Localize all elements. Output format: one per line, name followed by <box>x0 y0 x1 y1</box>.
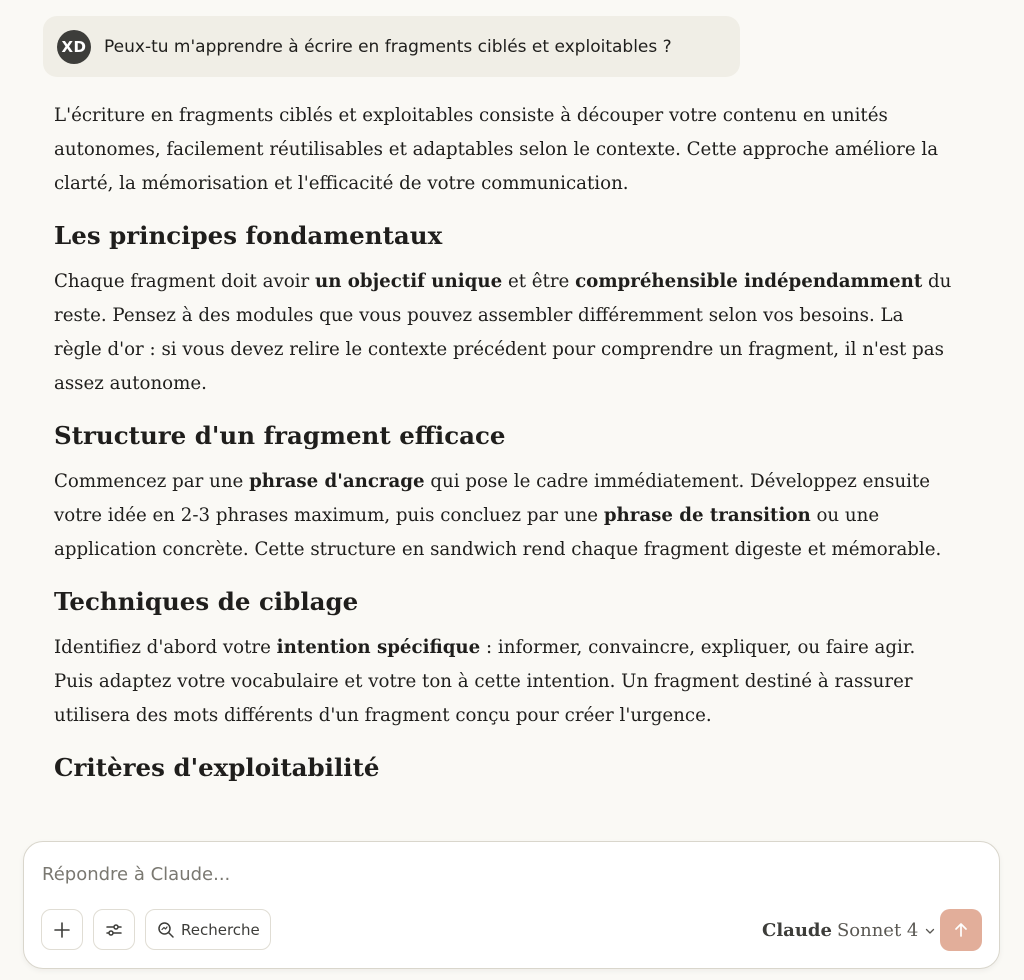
arrow-up-icon <box>952 921 970 939</box>
model-name: Claude <box>762 920 832 941</box>
research-button[interactable] <box>145 909 271 950</box>
assistant-response <box>54 99 954 785</box>
send-button[interactable] <box>940 909 982 951</box>
tools-settings-button[interactable] <box>93 909 135 950</box>
chevron-down-icon <box>924 925 936 937</box>
reply-input[interactable]: Répondre à Claude... <box>42 864 231 885</box>
user-avatar[interactable]: XD <box>57 30 91 64</box>
section-heading: Techniques de ciblage <box>54 587 359 616</box>
model-variant: Sonnet 4 <box>836 920 919 941</box>
message-composer <box>23 841 1000 969</box>
search-icon <box>157 921 175 939</box>
section-paragraph: Chaque fragment doit avoir un objectif unique et être compréhensible indépendamment du reste. Pensez à des modules que vous pouvez assembler différemment selon vos besoins. La règle d'or : si vous devez relire le contexte précédent pour comprendre un fragment, il n'est pas assez autonome. <box>54 271 952 394</box>
response-intro: L'écriture en fragments ciblés et exploitables consiste à découper votre contenu en unités autonomes, facilement réutilisables et adaptables selon le contexte. Cette approche améliore la clarté, la mémorisation et l'efficacité de votre communication. <box>54 105 939 194</box>
user-message <box>43 16 740 77</box>
section-paragraph: Identifiez d'abord votre intention spécifique : informer, convaincre, expliquer, ou faire agir. Puis adaptez votre vocabulaire et votre ton à cette intention. Un fragment destiné à rassurer utilisera des mots différents d'un fragment conçu pour créer l'urgence. <box>54 637 916 726</box>
section-paragraph: Commencez par une phrase d'ancrage qui pose le cadre immédiatement. Développez ensuite votre idée en 2-3 phrases maximum, puis concluez par une phrase de transition ou une application concrète. Cette structure en sandwich rend chaque fragment digeste et mémorable. <box>54 471 942 560</box>
research-label: Recherche <box>181 920 260 939</box>
plus-icon <box>53 921 71 939</box>
user-message-text: Peux-tu m'apprendre à écrire en fragments ciblés et exploitables ? <box>104 36 672 57</box>
section-heading: Les principes fondamentaux <box>54 221 443 250</box>
add-button[interactable] <box>41 909 83 950</box>
section-heading: Critères d'exploitabilité <box>54 753 380 782</box>
section-heading: Structure d'un fragment efficace <box>54 421 506 450</box>
sliders-icon <box>105 921 123 939</box>
model-selector[interactable] <box>762 920 936 941</box>
